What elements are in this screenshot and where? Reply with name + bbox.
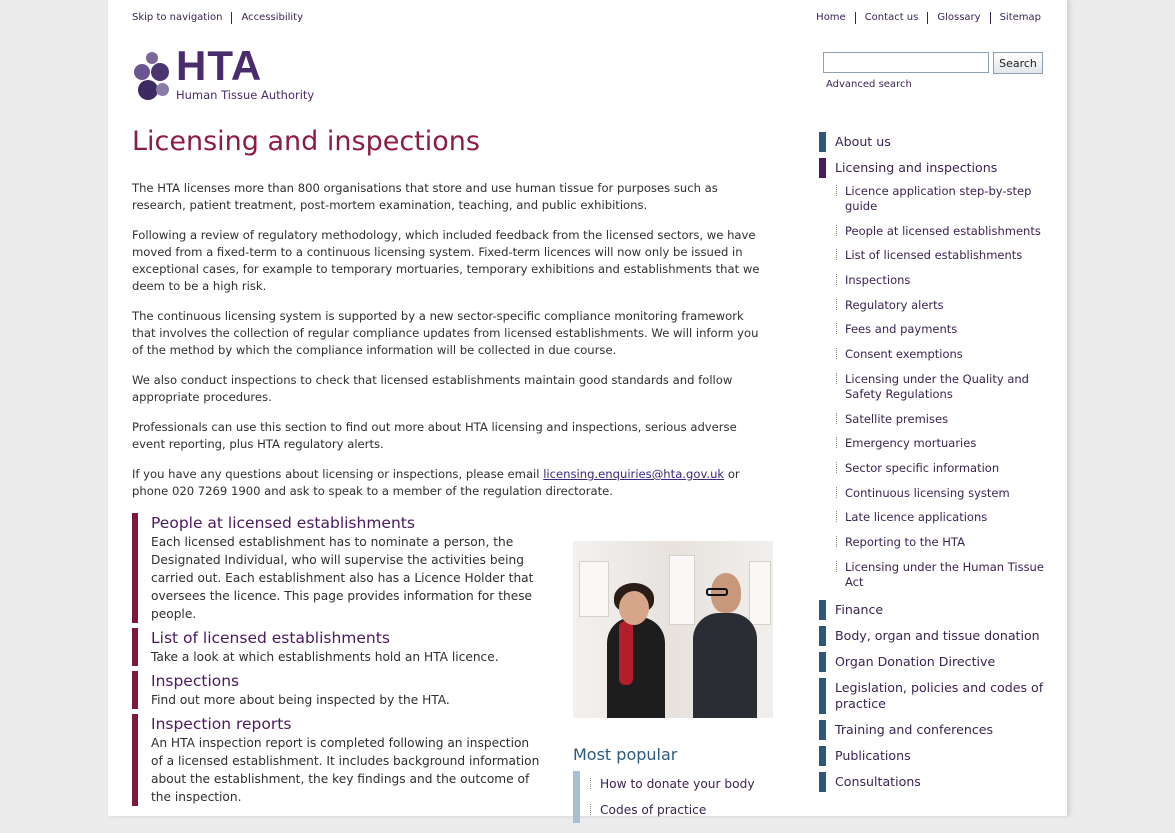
section-navigation <box>819 132 1049 798</box>
feature-description: Take a look at which establishments hold an HTA licence. <box>151 650 499 664</box>
continuous-licensing-paragraph: The continuous licensing system is supported by a new sector-specific compliance monitoring framework that involves the collection of regular compliance updates from licensed establishments. We will inform you of the method by which the compliance information will be collected in due course. <box>132 309 759 357</box>
contact-text-before: If you have any questions about licensing or inspections, please email <box>132 467 544 481</box>
intro-paragraph: The HTA licenses more than 800 organisations that store and use human tissue for purposes such as research, patient treatment, post-mortem examination, teaching, and public exhibitions. <box>132 181 718 212</box>
subnav-item[interactable]: Reporting to the HTA <box>836 535 1049 550</box>
subnav-item[interactable]: Licence application step-by-step guide <box>836 184 1049 214</box>
logo-dots-icon <box>132 50 172 106</box>
feature-title-link[interactable]: Inspections <box>151 672 240 690</box>
inspections-paragraph: We also conduct inspections to check that licensed establishments maintain good standards and follow appropriate procedures. <box>132 373 733 404</box>
man-figure <box>693 613 757 718</box>
popular-item[interactable]: How to donate your body <box>590 771 773 797</box>
subnav-item[interactable]: Sector specific information <box>836 461 1049 476</box>
glossary-link[interactable]: Glossary <box>927 12 989 24</box>
nav-organ-donation-directive[interactable]: Organ Donation Directive <box>819 652 1049 672</box>
page-container <box>108 0 1068 816</box>
feature-inspection-reports <box>132 714 540 806</box>
wall-artwork <box>669 555 695 625</box>
subnav-item[interactable]: Satellite premises <box>836 412 1049 427</box>
contact-text-after: or phone 020 7269 1900 and ask to speak to a member of the regulation directorate. <box>132 467 740 498</box>
hta-logo[interactable] <box>132 42 322 108</box>
lower-section <box>132 513 772 833</box>
woman-head <box>619 591 649 625</box>
feature-title-link[interactable]: People at licensed establishments <box>151 514 415 532</box>
feature-list <box>132 513 540 811</box>
most-popular-list <box>573 771 773 823</box>
advanced-search-link[interactable]: Advanced search <box>826 79 912 90</box>
wall-artwork <box>579 561 609 617</box>
feature-description: Find out more about being inspected by the HTA. <box>151 693 450 707</box>
search-button[interactable]: Search <box>993 52 1043 74</box>
nav-consultations[interactable]: Consultations <box>819 772 1049 792</box>
most-popular <box>573 745 773 823</box>
utility-links-left <box>132 12 303 24</box>
licensing-subnav <box>836 184 1049 590</box>
nav-licensing-and-inspections[interactable]: Licensing and inspections <box>819 158 1049 178</box>
feature-description: An HTA inspection report is completed following an inspection of a licensed establishment. It includes background information about the establishment, the key findings and the outcome of the inspection. <box>151 736 540 804</box>
skip-navigation-link[interactable]: Skip to navigation <box>132 12 223 23</box>
subnav-item[interactable]: Regulatory alerts <box>836 298 1049 313</box>
contact-paragraph <box>132 466 764 500</box>
subnav-item[interactable]: Consent exemptions <box>836 347 1049 362</box>
subnav-item[interactable]: List of licensed establishments <box>836 248 1049 263</box>
subnav-item[interactable]: Licensing under the Quality and Safety Regulations <box>836 372 1049 402</box>
page-title: Licensing and inspections <box>132 126 480 157</box>
nav-about-us[interactable]: About us <box>819 132 1049 152</box>
subnav-item[interactable]: Continuous licensing system <box>836 486 1049 501</box>
logo-mark: HTA <box>176 42 263 89</box>
subnav-item[interactable]: Fees and payments <box>836 322 1049 337</box>
methodology-paragraph: Following a review of regulatory methodology, which included feedback from the licensed sectors, we have moved from a fixed-term to a continuous licensing system. Fixed-term licences will now only be issued in exceptional cases, for example to temporary mortuaries, temporary exhibitions and establishments that we deem to be a high risk. <box>132 228 760 293</box>
most-popular-title: Most popular <box>573 745 678 764</box>
contact-link[interactable]: Contact us <box>855 12 928 24</box>
nav-donation[interactable]: Body, organ and tissue donation <box>819 626 1049 646</box>
feature-people <box>132 513 540 623</box>
nav-training[interactable]: Training and conferences <box>819 720 1049 740</box>
feature-inspections <box>132 671 540 709</box>
photo-two-people <box>573 541 773 718</box>
utility-links-right <box>816 12 1041 24</box>
woman-figure <box>607 617 665 718</box>
sitemap-link[interactable]: Sitemap <box>990 12 1041 24</box>
subnav-item[interactable]: Licensing under the Human Tissue Act <box>836 560 1049 590</box>
nav-legislation[interactable]: Legislation, policies and codes of practice <box>819 678 1049 714</box>
professionals-paragraph: Professionals can use this section to find out more about HTA licensing and inspections, serious adverse event reporting, plus HTA regulatory alerts. <box>132 420 737 451</box>
wall-artwork <box>749 561 771 625</box>
feature-title-link[interactable]: Inspection reports <box>151 715 292 733</box>
subnav-item[interactable]: Late licence applications <box>836 510 1049 525</box>
nav-publications[interactable]: Publications <box>819 746 1049 766</box>
nav-finance[interactable]: Finance <box>819 600 1049 620</box>
accessibility-link[interactable]: Accessibility <box>231 12 303 24</box>
search-input[interactable] <box>823 52 989 73</box>
feature-description: Each licensed establishment has to nominate a person, the Designated Individual, who will supervise the activities being carried out. Each establishment also has a Licence Holder that oversees the licence. This page provides information for these people. <box>151 535 534 621</box>
email-link[interactable]: licensing.enquiries@hta.gov.uk <box>543 467 725 481</box>
popular-item[interactable]: Codes of practice <box>590 797 773 823</box>
feature-title-link[interactable]: List of licensed establishments <box>151 629 390 647</box>
main-content <box>132 124 772 833</box>
home-link[interactable]: Home <box>816 12 846 23</box>
subnav-item[interactable]: People at licensed establishments <box>836 224 1049 239</box>
logo-subtitle: Human Tissue Authority <box>176 88 315 102</box>
scarf <box>619 621 633 685</box>
subnav-item[interactable]: Inspections <box>836 273 1049 288</box>
subnav-item[interactable]: Emergency mortuaries <box>836 436 1049 451</box>
glasses <box>706 588 728 596</box>
feature-list-establishments <box>132 628 540 666</box>
